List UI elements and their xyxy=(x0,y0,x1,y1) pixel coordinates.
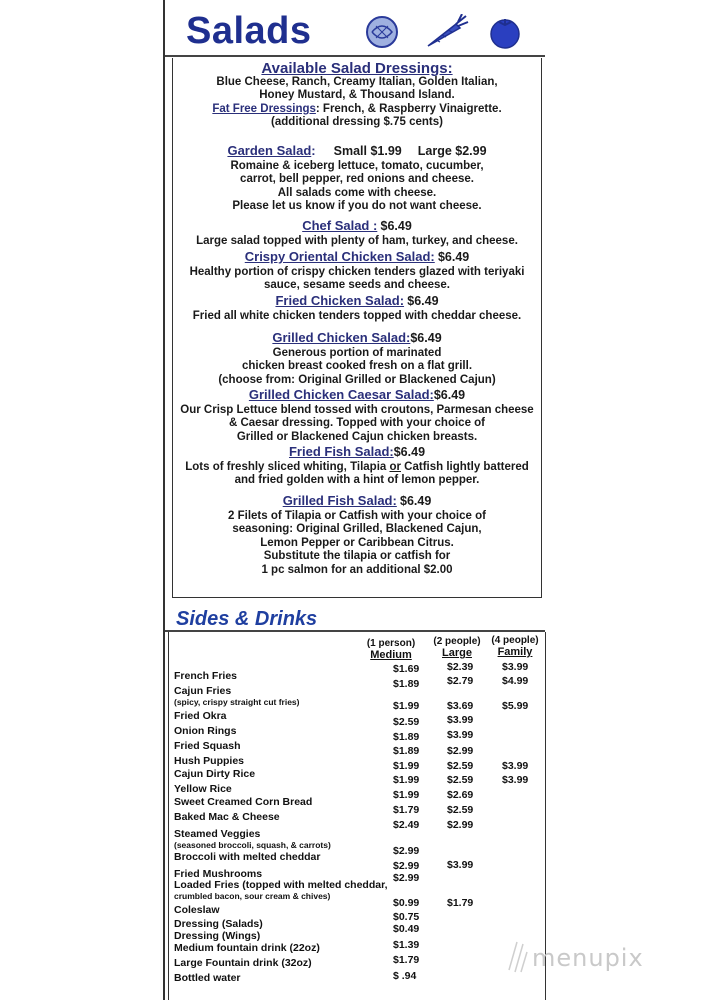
side-item-name: Hush Puppies xyxy=(174,755,245,767)
col-family-people: (4 people) xyxy=(491,635,539,646)
price-large: $1.79 xyxy=(447,897,474,909)
col-family-header xyxy=(486,635,544,658)
grilled-fish-name: Grilled Fish Salad: xyxy=(282,493,397,508)
price-large: $2.99 xyxy=(447,745,474,757)
grilled-chicken-salad xyxy=(172,331,542,387)
fried-chicken-price: $6.49 xyxy=(407,294,439,308)
crispy-oriental-name: Crispy Oriental Chicken Salad: xyxy=(244,249,435,264)
garden-desc: All salads come with cheese. xyxy=(277,186,437,199)
watermark: menupix xyxy=(532,944,644,972)
side-item xyxy=(174,957,312,969)
side-item-name: Yellow Rice xyxy=(174,783,232,795)
side-item xyxy=(174,796,312,808)
side-item xyxy=(174,828,331,850)
fat-free-line xyxy=(172,103,542,117)
additional-dressing: (additional dressing $.75 cents) xyxy=(271,116,443,129)
price-medium: $ .94 xyxy=(393,970,417,982)
price-large: $2.59 xyxy=(447,774,474,786)
side-item xyxy=(174,811,280,823)
price-large: $2.39 xyxy=(447,661,474,673)
price-medium: $2.99 xyxy=(393,872,420,884)
dressings-line: Honey Mustard, & Thousand Island. xyxy=(259,89,455,102)
fried-fish-price: $6.49 xyxy=(393,445,426,459)
grilled-caesar-desc: Grilled or Blackened Cajun chicken breasts. xyxy=(236,430,478,443)
grilled-fish-desc: Substitute the tilapia or catfish for xyxy=(263,550,451,563)
grilled-caesar-name: Grilled Chicken Caesar Salad: xyxy=(248,387,434,402)
side-item-note: crumbled bacon, sour cream & chives) xyxy=(174,891,331,901)
salads-title: Salads xyxy=(186,10,312,52)
grilled-fish-desc: Lemon Pepper or Caribbean Citrus. xyxy=(260,536,454,549)
side-item-name: Coleslaw xyxy=(174,904,220,916)
price-medium: $1.99 xyxy=(393,789,420,801)
side-item-name: Bottled water xyxy=(174,972,241,984)
side-item-note: (seasoned broccoli, squash, & carrots) xyxy=(174,840,331,850)
fried-fish-name: Fried Fish Salad: xyxy=(288,444,394,459)
fried-fish-salad xyxy=(172,445,542,488)
price-medium: $1.89 xyxy=(393,745,420,757)
price-large: $3.99 xyxy=(447,859,474,871)
price-medium: $1.99 xyxy=(393,760,420,772)
price-medium: $2.99 xyxy=(393,845,420,857)
price-medium: $1.69 xyxy=(393,663,420,675)
col-medium-size: Medium xyxy=(370,649,412,661)
garden-large-price: Large $2.99 xyxy=(417,144,487,158)
crispy-oriental-desc: sauce, sesame seeds and cheese. xyxy=(263,279,451,292)
side-item xyxy=(174,725,236,737)
fried-chicken-salad xyxy=(172,294,542,323)
price-family: $3.99 xyxy=(502,760,529,772)
side-item-name: Dressing (Wings) xyxy=(174,930,261,942)
price-large: $3.99 xyxy=(447,714,474,726)
grilled-caesar-price: $6.49 xyxy=(433,388,466,402)
side-item-name: Sweet Creamed Corn Bread xyxy=(174,796,313,808)
crispy-oriental-salad xyxy=(172,250,542,293)
grilled-caesar-desc: & Caesar dressing. Topped with your choice of xyxy=(228,417,486,430)
fried-fish-desc: and fried golden with a hint of lemon pepper. xyxy=(234,474,480,487)
grilled-caesar-salad xyxy=(172,388,542,444)
carrot-icon xyxy=(422,14,472,50)
side-item-name: Fried Mushrooms xyxy=(174,868,263,880)
fried-fish-desc xyxy=(172,461,542,475)
price-large: $2.59 xyxy=(447,760,474,772)
price-family: $4.99 xyxy=(502,675,529,687)
side-item-name: Loaded Fries (topped with melted cheddar, xyxy=(174,879,388,891)
price-family: $3.99 xyxy=(502,774,529,786)
side-item-name: French Fries xyxy=(174,670,238,682)
side-item xyxy=(174,783,232,795)
fried-chicken-name: Fried Chicken Salad: xyxy=(275,293,405,308)
side-item xyxy=(174,755,244,767)
side-item-name: Dressing (Salads) xyxy=(174,918,263,930)
fat-free-text: : French, & Raspberry Vinaigrette. xyxy=(315,102,502,115)
price-medium: $1.39 xyxy=(393,939,420,951)
price-large: $3.99 xyxy=(447,729,474,741)
grilled-fish-desc: 2 Filets of Tilapia or Catfish with your choice of xyxy=(228,509,486,522)
chef-desc: Large salad topped with plenty of ham, turkey, and cheese. xyxy=(196,234,518,247)
price-medium: $1.79 xyxy=(393,954,420,966)
price-family: $5.99 xyxy=(502,700,529,712)
fried-fish-desc-a: Lots of freshly sliced whiting, Tilapia xyxy=(185,460,390,473)
grilled-chicken-name: Grilled Chicken Salad: xyxy=(272,330,411,345)
fried-chicken-desc: Fried all white chicken tenders topped with cheddar cheese. xyxy=(192,309,522,322)
grilled-fish-salad xyxy=(172,494,542,578)
watermark-mark-icon xyxy=(505,940,529,974)
col-medium-people: (1 person) xyxy=(366,638,416,649)
price-medium: $1.79 xyxy=(393,804,420,816)
side-item xyxy=(174,930,260,942)
price-medium: $2.59 xyxy=(393,716,420,728)
sides-title: Sides & Drinks xyxy=(176,608,318,630)
grilled-fish-desc: 1 pc salmon for an additional $2.00 xyxy=(261,563,453,576)
garden-small-price: Small $1.99 xyxy=(333,144,402,158)
price-large: $2.79 xyxy=(447,675,474,687)
garden-salad-name: Garden Salad xyxy=(227,143,312,158)
side-item xyxy=(174,710,227,722)
grilled-chicken-desc: Generous portion of marinated xyxy=(272,346,442,359)
side-item xyxy=(174,670,237,682)
garden-desc: Please let us know if you do not want cheese. xyxy=(232,200,482,213)
dressings-section xyxy=(172,62,542,130)
crispy-oriental-price: $6.49 xyxy=(437,250,470,264)
col-medium-header xyxy=(360,638,422,661)
tomato-icon xyxy=(487,14,523,50)
side-item-name: Steamed Veggies xyxy=(174,828,261,840)
side-item xyxy=(174,685,300,707)
page-left-border xyxy=(163,0,165,1000)
grilled-chicken-desc: (choose from: Original Grilled or Blackened Cajun) xyxy=(218,373,496,386)
lettuce-icon xyxy=(362,14,402,50)
chef-salad-name: Chef Salad : xyxy=(302,218,378,233)
side-item xyxy=(174,768,255,780)
price-medium: $2.99 xyxy=(393,860,420,872)
price-medium: $1.89 xyxy=(393,731,420,743)
col-family-size: Family xyxy=(497,646,533,658)
price-medium: $0.99 xyxy=(393,897,420,909)
salads-header-rule xyxy=(165,55,545,57)
price-family: $3.99 xyxy=(502,661,529,673)
side-item-name: Cajun Dirty Rice xyxy=(174,768,256,780)
price-medium: $2.49 xyxy=(393,819,420,831)
side-item xyxy=(174,904,220,916)
price-medium: $1.99 xyxy=(393,700,420,712)
price-large: $2.69 xyxy=(447,789,474,801)
dressings-line: Blue Cheese, Ranch, Creamy Italian, Golden Italian, xyxy=(216,75,498,88)
side-item-name: Fried Okra xyxy=(174,710,227,722)
garden-desc: carrot, bell pepper, red onions and cheese. xyxy=(240,173,474,186)
grilled-caesar-desc: Our Crisp Lettuce blend tossed with croutons, Parmesan cheese xyxy=(180,403,534,416)
crispy-oriental-desc: Healthy portion of crispy chicken tenders glazed with teriyaki xyxy=(189,265,525,278)
fat-free-label: Fat Free Dressings xyxy=(212,102,316,115)
side-item-name: Fried Squash xyxy=(174,740,241,752)
grilled-chicken-desc: chicken breast cooked fresh on a flat grill. xyxy=(241,360,473,373)
price-large: $3.69 xyxy=(447,700,474,712)
price-medium: $1.89 xyxy=(393,678,420,690)
side-item xyxy=(174,740,241,752)
price-medium: $0.75 xyxy=(393,911,420,923)
fried-fish-or: or xyxy=(389,460,401,473)
price-medium: $0.49 xyxy=(393,923,420,935)
side-item xyxy=(174,851,320,863)
garden-salad: Garden Salad: Small $1.99 Large $2.99 Romaine & iceberg lettuce, tomato, cucumber, carrot, bell pepper, red onions and cheese. All salads come with cheese. Please let us know if you do not want cheese. xyxy=(172,144,542,214)
side-item-name: Medium fountain drink (22oz) xyxy=(174,942,320,954)
side-item xyxy=(174,879,388,901)
side-item-name: Broccoli with melted cheddar xyxy=(174,851,321,863)
price-large: $2.99 xyxy=(447,819,474,831)
dressings-title: Available Salad Dressings: xyxy=(261,60,453,77)
chef-salad-price: $6.49 xyxy=(380,219,412,233)
grilled-chicken-price: $6.49 xyxy=(410,331,442,345)
side-item-name: Large Fountain drink (32oz) xyxy=(174,957,312,969)
side-item-name: Baked Mac & Cheese xyxy=(174,811,280,823)
price-medium: $1.99 xyxy=(393,774,420,786)
col-large-people: (2 people) xyxy=(433,636,481,647)
side-item xyxy=(174,942,320,954)
grilled-fish-price: $6.49 xyxy=(400,494,432,508)
side-item xyxy=(174,972,241,984)
col-large-header xyxy=(430,636,484,659)
side-item-name: Cajun Fries xyxy=(174,685,232,697)
side-item-name: Onion Rings xyxy=(174,725,237,737)
side-item xyxy=(174,918,263,930)
grilled-fish-desc: seasoning: Original Grilled, Blackened Cajun, xyxy=(232,523,482,536)
garden-desc: Romaine & iceberg lettuce, tomato, cucumber, xyxy=(230,159,484,172)
side-item-note: (spicy, crispy straight cut fries) xyxy=(174,697,300,707)
chef-salad xyxy=(172,219,542,248)
col-large-size: Large xyxy=(442,647,472,659)
fried-fish-desc-b: Catfish lightly battered xyxy=(400,460,529,473)
price-large: $2.59 xyxy=(447,804,474,816)
